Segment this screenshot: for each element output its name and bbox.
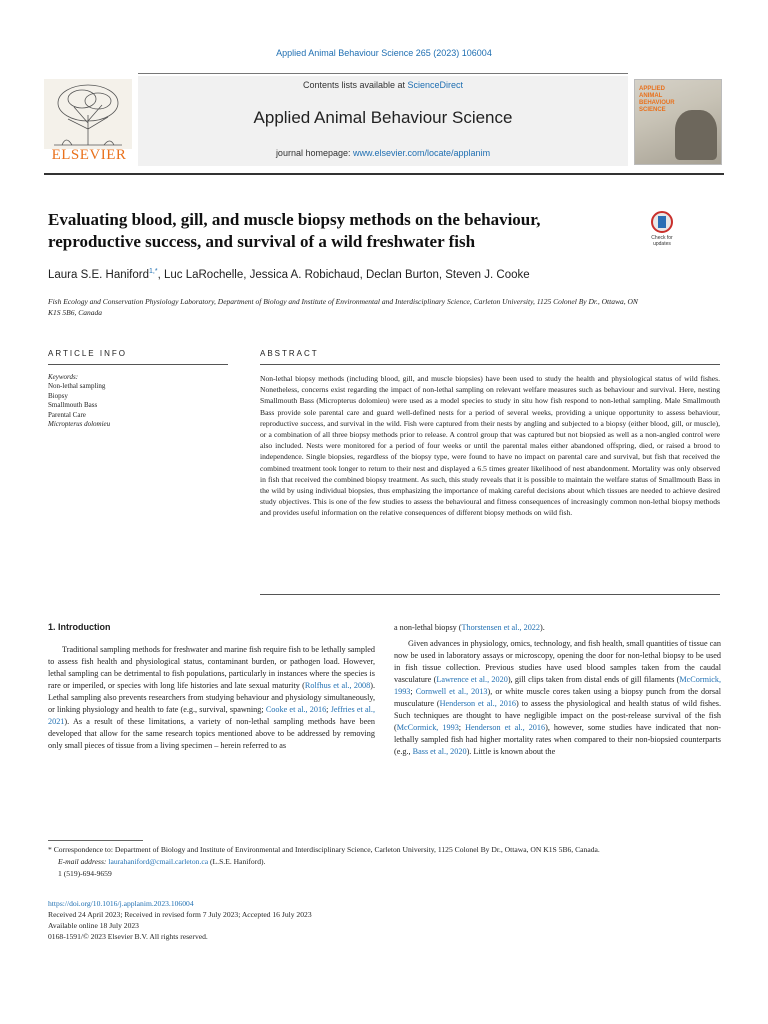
- keyword-item: Biopsy: [48, 391, 68, 400]
- correspondence-footnote: * Correspondence to: Department of Biology and Institute of Environmental and Interdisciplinary Science, Carleton University, 1125 Colonel By Dr., Ottawa, ON K1S 5B6, Canada.: [48, 845, 600, 854]
- author-name: Steven J. Cooke: [445, 268, 530, 281]
- citation-link[interactable]: Cooke et al., 2016: [265, 705, 327, 715]
- email-suffix: (L.S.E. Haniford).: [208, 857, 266, 866]
- journal-cover-image: [634, 79, 722, 165]
- keywords-label: Keywords:: [48, 373, 79, 381]
- contents-prefix: Contents lists available at: [302, 80, 408, 90]
- text-run: Given advances in physiology, omics, technology, and fish health, small quantities of tissue can now be used in laboratory assays or microscopy, opening the door for non-lethal biopsy to be used in fish tissue collection. Previous studies have used blood samples taken from the caudal vasculature (: [394, 639, 721, 685]
- homepage-line: [138, 148, 628, 158]
- phone-footnote: 1 (519)-694-9659: [58, 869, 112, 878]
- text-run: ).: [539, 623, 545, 632]
- article-info-rule: [48, 364, 228, 365]
- abstract-section: [260, 349, 720, 519]
- text-run: a non-lethal biopsy (: [394, 623, 462, 632]
- body-column-right: [394, 622, 721, 759]
- citation-link[interactable]: Lawrence et al., 2020: [436, 675, 508, 685]
- journal-title: Applied Animal Behaviour Science: [253, 108, 513, 127]
- citation-link[interactable]: McCormick, 1993: [396, 723, 459, 733]
- footnote-rule: [48, 840, 143, 841]
- keyword-item: Parental Care: [48, 410, 86, 419]
- text-run: ), gill clips taken from distal ends of gill filaments (: [507, 675, 680, 685]
- citation-link[interactable]: Jeffries et al., 2021: [48, 705, 375, 727]
- masthead-rule: [44, 173, 724, 175]
- text-run: ). Lethal sampling also prevents researchers from studying behaviour and physiology simultaneously, or linking physiology and health to fate (e.g., survival, spawning;: [48, 681, 376, 715]
- article-title: Evaluating blood, gill, and muscle biopsy methods on the behaviour, reproductive success, and survival of a wild freshwater fish: [48, 210, 541, 251]
- paragraph: [394, 638, 721, 758]
- doi-link[interactable]: https://doi.org/10.1016/j.applanim.2023.106004: [48, 899, 194, 908]
- paragraph: [394, 622, 721, 634]
- email-footnote: [48, 856, 720, 867]
- journal-reference[interactable]: Applied Animal Behaviour Science 265 (2023) 106004: [276, 48, 492, 58]
- author-name: Laura S.E. Haniford: [48, 268, 150, 281]
- author-name: Luc LaRochelle: [163, 268, 244, 281]
- check-updates-label: Check for updates: [651, 235, 673, 247]
- copyright-line: 0168-1591/© 2023 Elsevier B.V. All rights reserved.: [48, 932, 208, 941]
- citation-link[interactable]: Bass et al., 2020: [412, 747, 467, 757]
- online-date: Available online 18 July 2023: [48, 921, 139, 930]
- cover-title-text: APPLIED ANIMAL BEHAVIOUR SCIENCE: [639, 86, 675, 113]
- article-info-section: [48, 349, 228, 430]
- email-label: E-mail address:: [58, 857, 109, 866]
- check-for-updates-badge[interactable]: [646, 211, 678, 251]
- publication-info: [48, 898, 720, 942]
- abstract-rule: [260, 364, 720, 365]
- abstract-heading: ABSTRACT: [260, 349, 319, 358]
- text-run: ;: [326, 705, 331, 715]
- homepage-prefix: journal homepage:: [275, 148, 353, 158]
- text-run: ;: [458, 723, 466, 733]
- cover-animal-image: [675, 110, 717, 160]
- author-affiliation-marker[interactable]: 1,*: [149, 268, 158, 275]
- paragraph: [48, 644, 375, 752]
- journal-homepage-link[interactable]: www.elsevier.com/locate/applanim: [353, 148, 491, 158]
- text-run: ). As a result of these limitations, a variety of non-lethal sampling methods have been developed that allow for the same research topics mentioned above to be addressed by removing only small pieces of tissue from a living specimen – herein referred to as: [48, 717, 375, 751]
- body-column-left: [48, 622, 375, 752]
- contents-line: [138, 80, 628, 90]
- citation-link[interactable]: Henderson et al., 2016: [439, 699, 517, 709]
- text-run: ;: [410, 687, 416, 697]
- introduction-text: [48, 644, 375, 752]
- check-updates-icon: [651, 211, 673, 233]
- sciencedirect-link[interactable]: ScienceDirect: [407, 80, 464, 90]
- abstract-bottom-rule: [260, 594, 720, 595]
- text-run: Traditional sampling methods for freshwater and marine fish require fish to be lethally sampled to assess fish health and physiological status, contaminant burden, or pathogen load. However, lethal sampling can be detrimental to fish populations, particularly in instances where the species is rare or imperiled, or species with long life histories and late sexual maturity (: [48, 645, 375, 691]
- author-name: Declan Burton: [365, 268, 439, 281]
- received-dates: Received 24 April 2023; Received in revised form 7 July 2023; Accepted 16 July 2023: [48, 910, 312, 919]
- section-heading-introduction: 1. Introduction: [48, 622, 111, 632]
- abstract-text: Non-lethal biopsy methods (including blood, gill, and muscle biopsies) have been used to study the health and physiological status of wild fishes. Nonetheless, concerns exist regarding the impact of non-lethal sampling on relevant welfare measures such as behaviour and survival. Here, nesting Smallmouth Bass (Micropterus dolomieu) were used as a model species to study in situ how fish respond to non-lethal sampling. Male Smallmouth Bass provide sole parental care and guard well-defined nests for a period of several weeks, providing a unique opportunity to assess behaviour, reproductive success, and survival in the wild. Fish were captured from their nests by angling and subjected to a biopsy (either blood, gill, or muscle), or a combination of all three biopsy methods prior to release. A control group that was captured but not biopsied as well as a non-angled control were also included. Nests were monitored for a period of four weeks or until the parental males either abandoned offspring, died, or raised a brood to independence. Single biopsies, regardless of the biopsy type, were found to have no impact on parental care and survival, but fish that received the combined treatment took longer to return to their nest and displayed a 6.5 times greater likelihood of nest abandonment. Mortality was only observed in fish that received the combined biopsy treatment. As such, this study reveals that it is possible to maintain the welfare status of Smallmouth Bass in the wild by using individual biopsies, thus emphasizing the importance of making careful decisions about which tissues are needed to achieve desired study objectives. This is one of the few studies to assess the behavioural and fitness consequences of increasingly common non-lethal biopsy methods and provides useful information on the relative consequences of different biopsy methods on wild fish.: [260, 374, 720, 518]
- keyword-item: Non-lethal sampling: [48, 382, 106, 390]
- citation-link[interactable]: McCormick, 1993: [394, 675, 721, 697]
- keyword-item: Micropterus dolomieu: [48, 420, 111, 428]
- publisher-wordmark[interactable]: ELSEVIER: [51, 147, 127, 163]
- author-list: Laura S.E. Haniford$^{1,*}$, Luc LaRochelle, Jessica A. Robichaud, Declan Burton, Steven J. Cooke: [48, 268, 530, 281]
- text-run: ), however, some studies have indicated that non-lethally sampled fish had higher mortality rates when compared to their non-biopsied counterparts (e.g.,: [394, 723, 721, 757]
- footnotes: [48, 844, 720, 880]
- text-run: ) to assess the physiological and health status of wild fishes. Such techniques are thought to have negligible impact on the post-release survival of the fish (: [394, 699, 721, 733]
- citation-link[interactable]: Rolfhus et al., 2008: [304, 681, 371, 691]
- author-name: Jessica A. Robichaud: [249, 268, 360, 281]
- introduction-text-continued: [394, 622, 721, 759]
- keyword-item: Smallmouth Bass: [48, 401, 98, 409]
- text-run: ), or white muscle cores taken using a biopsy punch from the dorsal musculature (: [394, 687, 721, 709]
- journal-masthead: [44, 73, 724, 170]
- citation-link[interactable]: Thorstensen et al., 2022: [461, 623, 540, 632]
- citation-link[interactable]: Cornwell et al., 2013: [415, 687, 488, 697]
- author-affiliation: Fish Ecology and Conservation Physiology Laboratory, Department of Biology and Institute of Environmental and Interdisciplinary Science, Carleton University, 1125 Colonel By Dr., Ottawa, ON K1S 5B6, Canada: [48, 297, 638, 317]
- masthead-top-rule: [138, 73, 628, 74]
- article-info-heading: ARTICLE INFO: [48, 349, 127, 358]
- masthead-center: [138, 73, 628, 170]
- citation-link[interactable]: Henderson et al., 2016: [465, 723, 546, 733]
- author-email-link[interactable]: laurahaniford@cmail.carleton.ca: [108, 857, 209, 866]
- text-run: ). Little is known about the: [466, 747, 556, 757]
